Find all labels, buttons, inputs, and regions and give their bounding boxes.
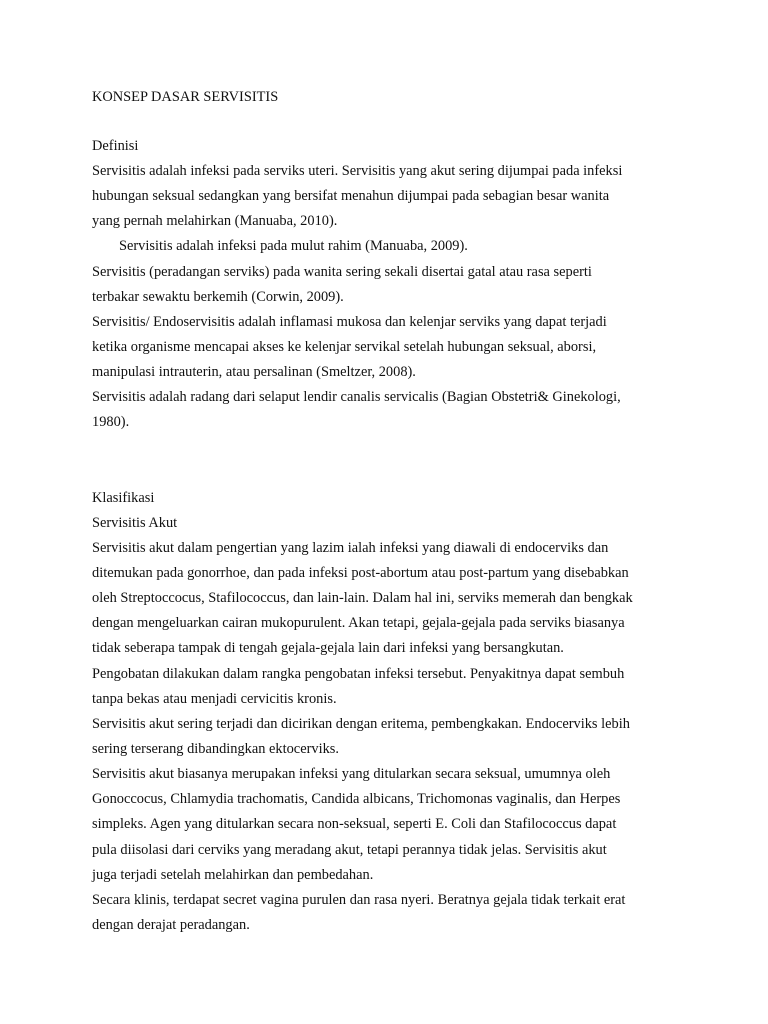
paragraph-line: ketika organisme mencapai akses ke kelenjar servikal setelah hubungan seksual, aborsi,	[92, 339, 597, 355]
paragraph-line: Servisitis adalah infeksi pada serviks uteri. Servisitis yang akut sering dijumpai pada infeksi	[92, 163, 623, 179]
paragraph-line: tidak seberapa tampak di tengah gejala-gejala lain dari infeksi yang bersangkutan.	[92, 640, 564, 656]
paragraph-line: manipulasi intrauterin, atau persalinan (Smeltzer, 2008).	[92, 364, 416, 380]
paragraph-line: Servisitis akut biasanya merupakan infeksi yang ditularkan secara seksual, umumnya oleh	[92, 766, 611, 782]
paragraph-line: ditemukan pada gonorrhoe, dan pada infeksi post-abortum atau post-partum yang disebabkan	[92, 565, 629, 581]
paragraph-line: Servisitis akut dalam pengertian yang lazim ialah infeksi yang diawali di endocerviks dan	[92, 540, 609, 556]
paragraph-line: Pengobatan dilakukan dalam rangka pengobatan infeksi tersebut. Penyakitnya dapat sembuh	[92, 666, 625, 682]
paragraph-line: pula diisolasi dari cerviks yang meradang akut, tetapi perannya tidak jelas. Servisitis akut	[92, 842, 607, 858]
subsection-heading: Servisitis Akut	[92, 515, 178, 531]
paragraph-line: terbakar sewaktu berkemih (Corwin, 2009).	[92, 289, 344, 305]
paragraph-line: Servisitis/ Endoservisitis adalah inflamasi mukosa dan kelenjar serviks yang dapat terjadi	[92, 314, 607, 330]
paragraph-line: Servisitis (peradangan serviks) pada wanita sering sekali disertai gatal atau rasa seperti	[92, 264, 592, 280]
paragraph-line: oleh Streptoccocus, Stafilococcus, dan lain-lain. Dalam hal ini, serviks memerah dan bengkak	[92, 590, 633, 606]
paragraph-line: Secara klinis, terdapat secret vagina purulen dan rasa nyeri. Beratnya gejala tidak terkait erat	[92, 892, 626, 908]
document-title: KONSEP DASAR SERVISITIS	[92, 89, 279, 105]
paragraph-line: dengan mengeluarkan cairan mukopurulent. Akan tetapi, gejala-gejala pada serviks biasanya	[92, 615, 625, 631]
paragraph-line: hubungan seksual sedangkan yang bersifat menahun dijumpai pada sebagian besar wanita	[92, 188, 610, 204]
paragraph-line-indented: Servisitis adalah infeksi pada mulut rahim (Manuaba, 2009).	[119, 238, 468, 254]
paragraph-line: 1980).	[92, 414, 130, 430]
paragraph-line: yang pernah melahirkan (Manuaba, 2010).	[92, 213, 338, 229]
paragraph-line: Gonoccocus, Chlamydia trachomatis, Candida albicans, Trichomonas vaginalis, dan Herpes	[92, 791, 621, 807]
paragraph-line: tanpa bekas atau menjadi cervicitis kronis.	[92, 691, 337, 707]
paragraph-line: simpleks. Agen yang ditularkan secara non-seksual, seperti E. Coli dan Stafilococcus dapat	[92, 816, 617, 832]
paragraph-line: dengan derajat peradangan.	[92, 917, 250, 933]
paragraph-line: Servisitis adalah radang dari selaput lendir canalis servicalis (Bagian Obstetri& Ginekologi,	[92, 389, 621, 405]
paragraph-line: juga terjadi setelah melahirkan dan pembedahan.	[92, 867, 374, 883]
section-heading-klasifikasi: Klasifikasi	[92, 490, 155, 506]
paragraph-line: Servisitis akut sering terjadi dan dicirikan dengan eritema, pembengkakan. Endocerviks lebih	[92, 716, 630, 732]
section-heading-definisi: Definisi	[92, 138, 139, 154]
paragraph-line: sering terserang dibandingkan ektocerviks.	[92, 741, 339, 757]
